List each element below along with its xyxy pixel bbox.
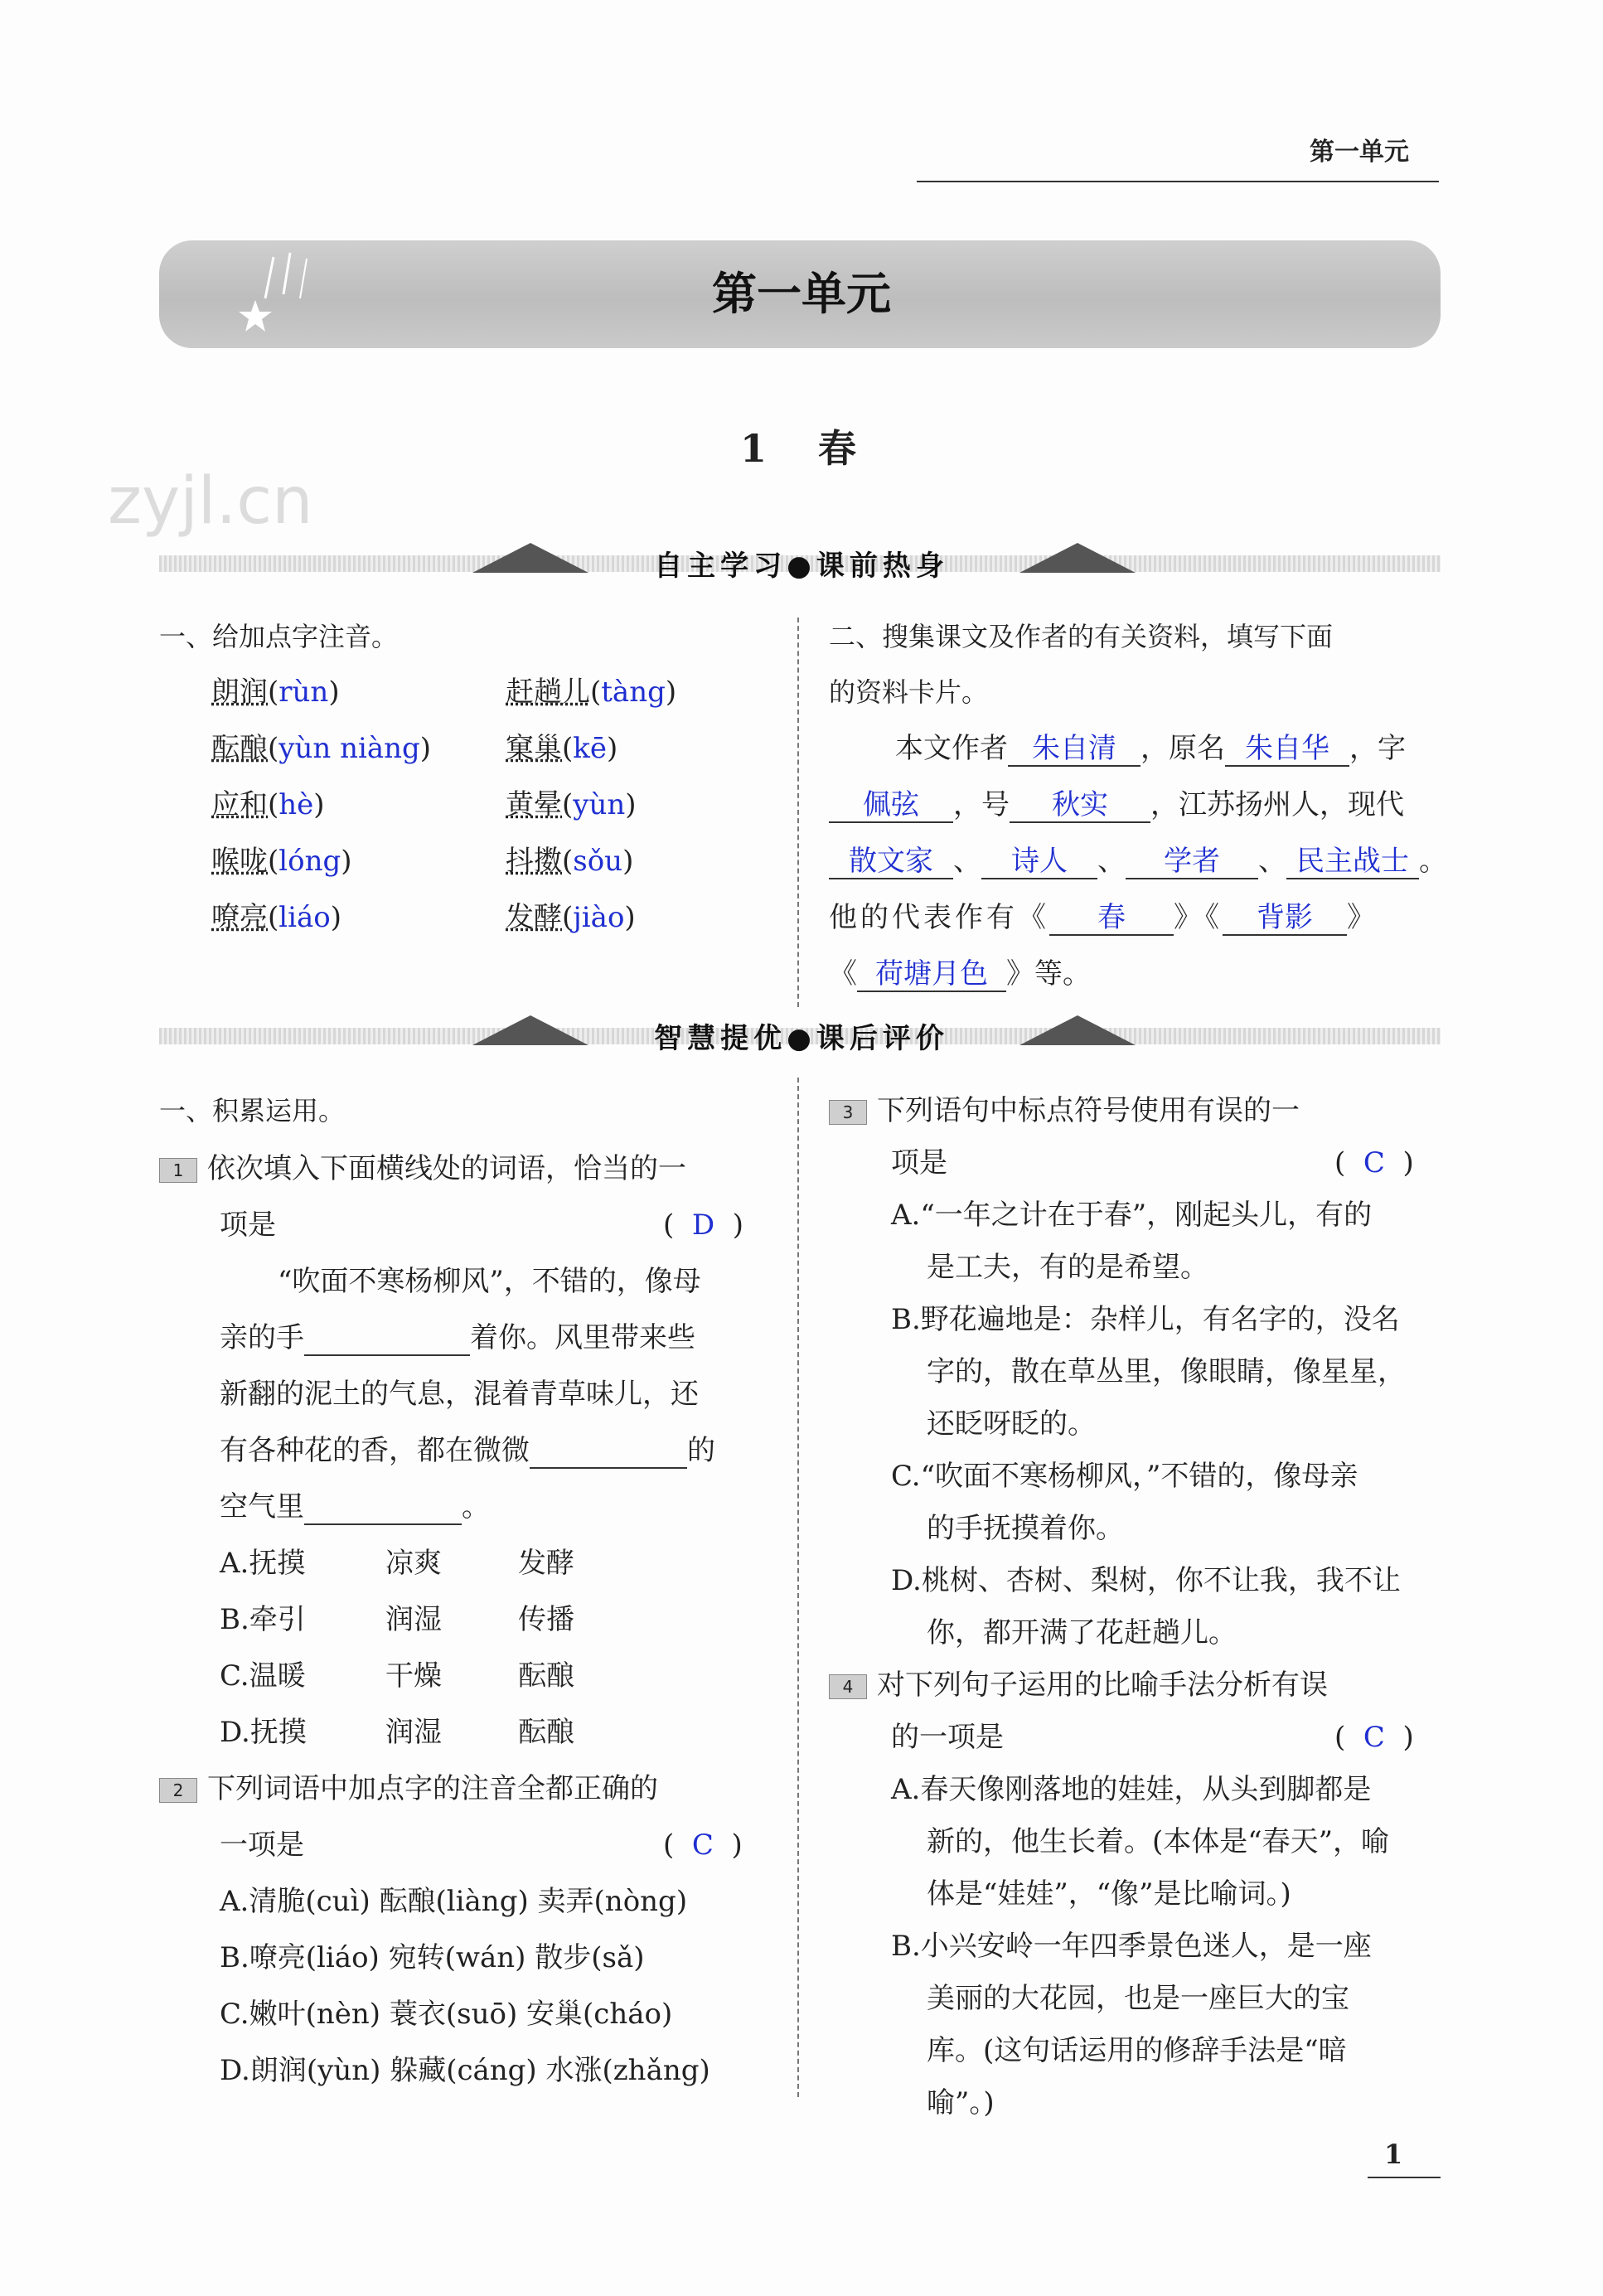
option-b-cont: 库。(这句话运用的修辞手法是“暗 — [927, 2034, 1347, 2067]
option-c: C.温暖 干燥 酝酿 — [220, 1659, 574, 1693]
answer-role3: 学者 — [1126, 845, 1258, 879]
pinyin-item: 抖擞(sǒu) — [506, 845, 634, 878]
pinyin-item: 酝酿(yùn niàng) — [211, 732, 432, 765]
option-a: A.抚摸 凉爽 发酵 — [220, 1547, 574, 1580]
option-b-cont: 喻”。) — [927, 2086, 995, 2119]
question-number: 2 — [159, 1778, 197, 1803]
watermark: zyjl.cn — [108, 464, 313, 539]
option-b-cont: 美丽的大花园，也是一座巨大的宝 — [927, 1982, 1349, 2015]
pinyin-item: 黄晕(yùn) — [506, 788, 637, 821]
answer-work2: 背影 — [1223, 901, 1347, 936]
section-title-afterclass: 智慧提优●课后评价 — [654, 1022, 949, 1055]
pinyin-item: 窠巢(kē) — [506, 732, 618, 765]
question-2-cont: 一项是 — [220, 1829, 304, 1862]
running-header: 第一单元 — [1310, 138, 1409, 167]
pinyin-item: 发酵(jiào) — [506, 901, 636, 934]
option-a: A.清脆(cuì) 酝酿(liàng) 卖弄(nòng) — [220, 1885, 688, 1918]
header-rule — [917, 181, 1439, 182]
answer-role1: 散文家 — [829, 845, 953, 879]
option-a: A.春天像刚落地的娃娃，从头到脚都是 — [891, 1773, 1372, 1806]
pinyin-item: 赶趟儿(tàng) — [506, 676, 677, 709]
passage-line: “吹面不寒杨柳风”，不错的，像母 — [278, 1265, 701, 1298]
passage-line: 空气里 。 — [220, 1490, 490, 1523]
answer-hao: 秋实 — [1010, 788, 1150, 823]
part1-heading: 一、给加点字注音。 — [159, 621, 399, 652]
answer-name: 朱自华 — [1225, 732, 1349, 767]
info-card-line: 《 荷塘月色 》等。 — [829, 957, 1091, 991]
answer-work3: 荷塘月色 — [857, 957, 1006, 992]
answer-slot: ( C ) — [663, 1829, 743, 1862]
answer-slot: ( D ) — [663, 1209, 744, 1242]
part2-heading-cont: 的资料卡片。 — [829, 676, 989, 708]
answer-role2: 诗人 — [981, 845, 1097, 879]
option-d: D.桃树、杏树、梨树，你不让我，我不让 — [891, 1564, 1401, 1597]
option-d: D.朗润(yùn) 躲藏(cáng) 水涨(zhǎng) — [220, 2054, 710, 2087]
question-2: 2 下列词语中加点字的注音全都正确的 — [159, 1772, 658, 1805]
pinyin-item: 朗润(rùn) — [211, 676, 340, 709]
column-divider — [797, 1078, 799, 2097]
option-a-cont: 新的，他生长着。(本体是“春天”，喻 — [927, 1825, 1390, 1858]
page-number: 1 — [1384, 2139, 1403, 2170]
option-b: B.嘹亮(liáo) 宛转(wán) 散步(sǎ) — [220, 1941, 645, 1974]
pinyin-item: 喉咙(lóng) — [211, 845, 352, 878]
passage-line: 亲的手 着你。风里带来些 — [220, 1321, 695, 1354]
question-1-cont: 项是 — [220, 1209, 276, 1242]
page-number-rule — [1368, 2177, 1441, 2178]
accumulation-heading: 一、积累运用。 — [159, 1095, 346, 1126]
option-c-cont: 的手抚摸着你。 — [927, 1512, 1124, 1545]
option-b-cont: 字的，散在草丛里，像眼睛，像星星， — [927, 1355, 1406, 1388]
option-c: C.“吹面不寒杨柳风，”不错的，像母亲 — [891, 1460, 1358, 1493]
question-3-cont: 项是 — [891, 1146, 947, 1179]
option-c: C.嫩叶(nèn) 蓑衣(suō) 安巢(cháo) — [220, 1998, 673, 2031]
question-number: 1 — [159, 1158, 197, 1183]
option-b: B.牵引 润湿 传播 — [220, 1603, 574, 1636]
info-card-line: 佩弦 ，号 秋实 ，江苏扬州人，现代 — [829, 788, 1404, 823]
info-card-line: 散文家 、 诗人 、 学者 、 民主战士 。 — [829, 845, 1447, 879]
option-a-cont: 是工夫，有的是希望。 — [927, 1251, 1208, 1284]
question-4: 4 对下列句子运用的比喻手法分析有误 — [829, 1669, 1328, 1702]
answer-slot: ( C ) — [1334, 1721, 1414, 1754]
passage-line: 新翻的泥土的气息，混着青草味儿，还 — [220, 1378, 699, 1411]
option-d: D.抚摸 润湿 酝酿 — [220, 1716, 574, 1749]
answer-role4: 民主战士 — [1286, 845, 1419, 879]
answer-author: 朱自清 — [1008, 732, 1141, 767]
answer-slot: ( C ) — [1334, 1146, 1414, 1179]
option-b: B.野花遍地是：杂样儿，有名字的，没名 — [891, 1303, 1400, 1336]
pinyin-item: 应和(hè) — [211, 788, 325, 821]
answer-zi: 佩弦 — [829, 788, 953, 823]
passage-line: 有各种花的香，都在微微 的 — [220, 1434, 715, 1467]
pinyin-item: 嘹亮(liáo) — [211, 901, 342, 934]
question-number: 3 — [829, 1100, 867, 1125]
option-a-cont: 体是“娃娃”，“像”是比喻词。) — [927, 1877, 1291, 1911]
question-3: 3 下列语句中标点符号使用有误的一 — [829, 1094, 1300, 1127]
lesson-title: 1 春 — [739, 426, 863, 471]
info-card-line: 本文作者 朱自清 ，原名 朱自华 ，字 — [895, 732, 1406, 765]
option-b-cont: 还眨呀眨的。 — [927, 1407, 1096, 1441]
unit-title: 第一单元 — [712, 268, 891, 320]
answer-work1: 春 — [1049, 901, 1174, 936]
option-d-cont: 你，都开满了花赶趟儿。 — [927, 1616, 1237, 1649]
question-number: 4 — [829, 1674, 867, 1699]
part2-heading: 二、搜集课文及作者的有关资料，填写下面 — [829, 621, 1334, 652]
section-title-preclass: 自主学习●课前热身 — [654, 550, 949, 583]
question-4-cont: 的一项是 — [891, 1721, 1004, 1754]
info-card-line: 他的代表作有《 春 》《 背影 》 — [829, 901, 1378, 934]
column-divider — [797, 618, 799, 1007]
question-1: 1 依次填入下面横线处的词语，恰当的一 — [159, 1152, 686, 1185]
option-b: B.小兴安岭一年四季景色迷人，是一座 — [891, 1930, 1372, 1963]
option-a: A.“一年之计在于春”，刚起头儿，有的 — [891, 1199, 1373, 1232]
